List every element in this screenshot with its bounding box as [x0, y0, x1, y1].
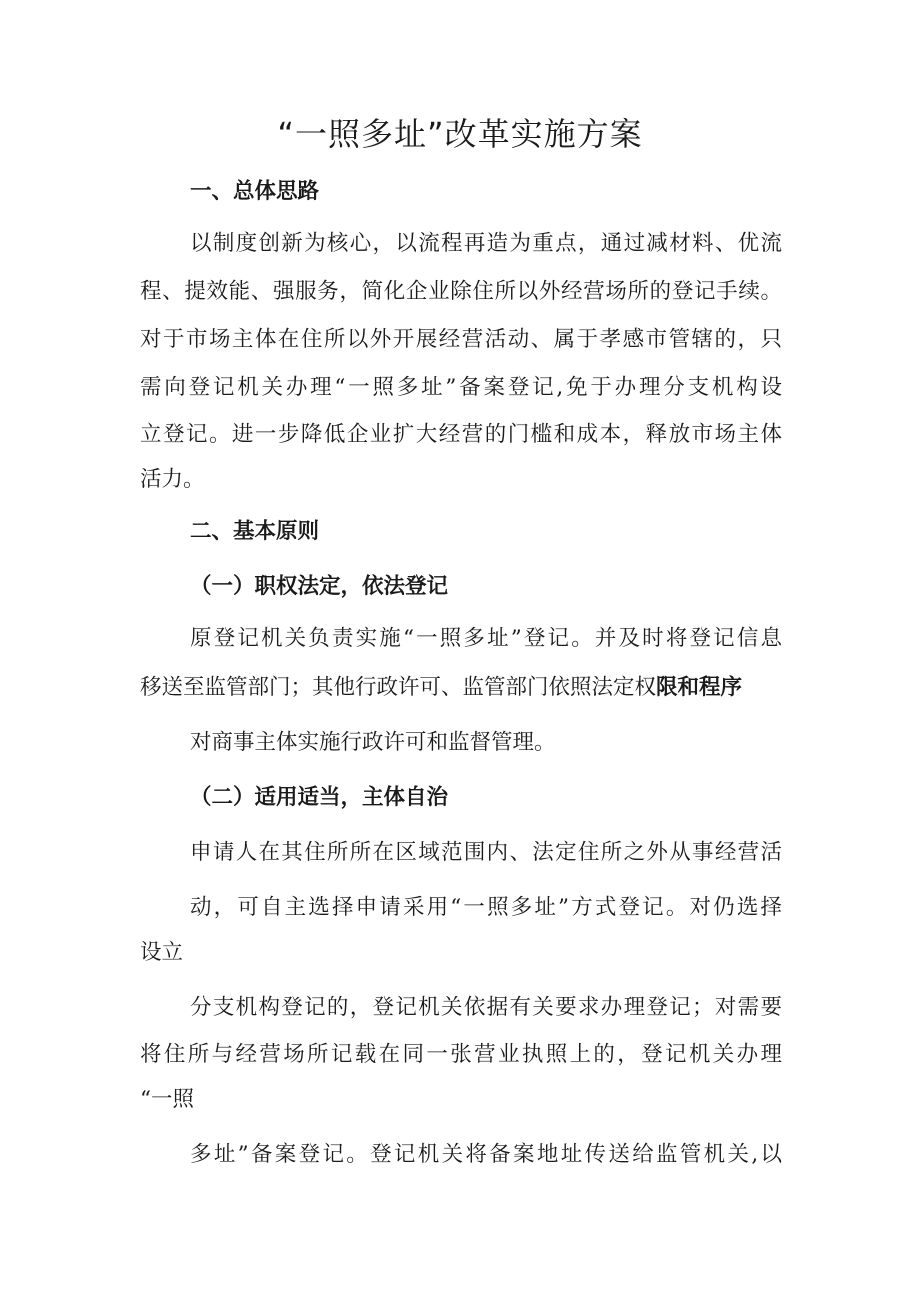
- section-heading-overall-approach: 一、总体思路: [190, 179, 320, 204]
- paragraph-text-bold: 限和程序: [656, 675, 743, 700]
- section-heading-basic-principles: 二、基本原则: [190, 519, 320, 544]
- paragraph-line: 立登记。进一步降低企业扩大经营的门槛和成本，释放市场主体: [140, 422, 782, 447]
- paragraph-line: 将住所与经营场所记载在同一张营业执照上的，登记机关办理: [140, 1042, 782, 1067]
- paragraph-line: 对商事主体实施行政许可和监督管理。: [190, 730, 556, 755]
- paragraph-line: 对于市场主体在住所以外开展经营活动、属于孝感市管辖的，只: [140, 327, 782, 352]
- paragraph-line: 多址”备案登记。登记机关将备案地址传送给监管机关,以: [190, 1142, 782, 1167]
- document-title: “一照多址”改革实施方案: [277, 115, 643, 153]
- paragraph-line: 设立: [140, 940, 184, 965]
- paragraph-line: 程、提效能、强服务，简化企业除住所以外经营场所的登记手续。: [140, 279, 782, 304]
- paragraph-line-mixed: [140, 673, 782, 703]
- paragraph-line: 需向登记机关办理“一照多址”备案登记,免于办理分支机构设: [140, 375, 782, 400]
- paragraph-line: “一照: [140, 1087, 194, 1112]
- paragraph-line: 活力。: [140, 467, 205, 492]
- paragraph-text: 移送至监管部门；其他行政许可、监管部门依照法定权: [140, 675, 657, 700]
- subsection-heading-2: （二）适用适当，主体自治: [190, 785, 449, 810]
- paragraph-line: 分支机构登记的，登记机关依据有关要求办理登记；对需要: [190, 995, 782, 1020]
- paragraph-line: 以制度创新为核心，以流程再造为重点，通过减材料、优流: [190, 231, 782, 256]
- paragraph-line: 动，可自主选择申请采用“一照多址”方式登记。对仍选择: [190, 895, 782, 920]
- paragraph-line: 原登记机关负责实施“一照多址”登记。并及时将登记信息: [190, 626, 782, 651]
- paragraph-line: 申请人在其住所所在区域范围内、法定住所之外从事经营活: [190, 840, 782, 865]
- subsection-heading-1: （一）职权法定，依法登记: [190, 574, 449, 599]
